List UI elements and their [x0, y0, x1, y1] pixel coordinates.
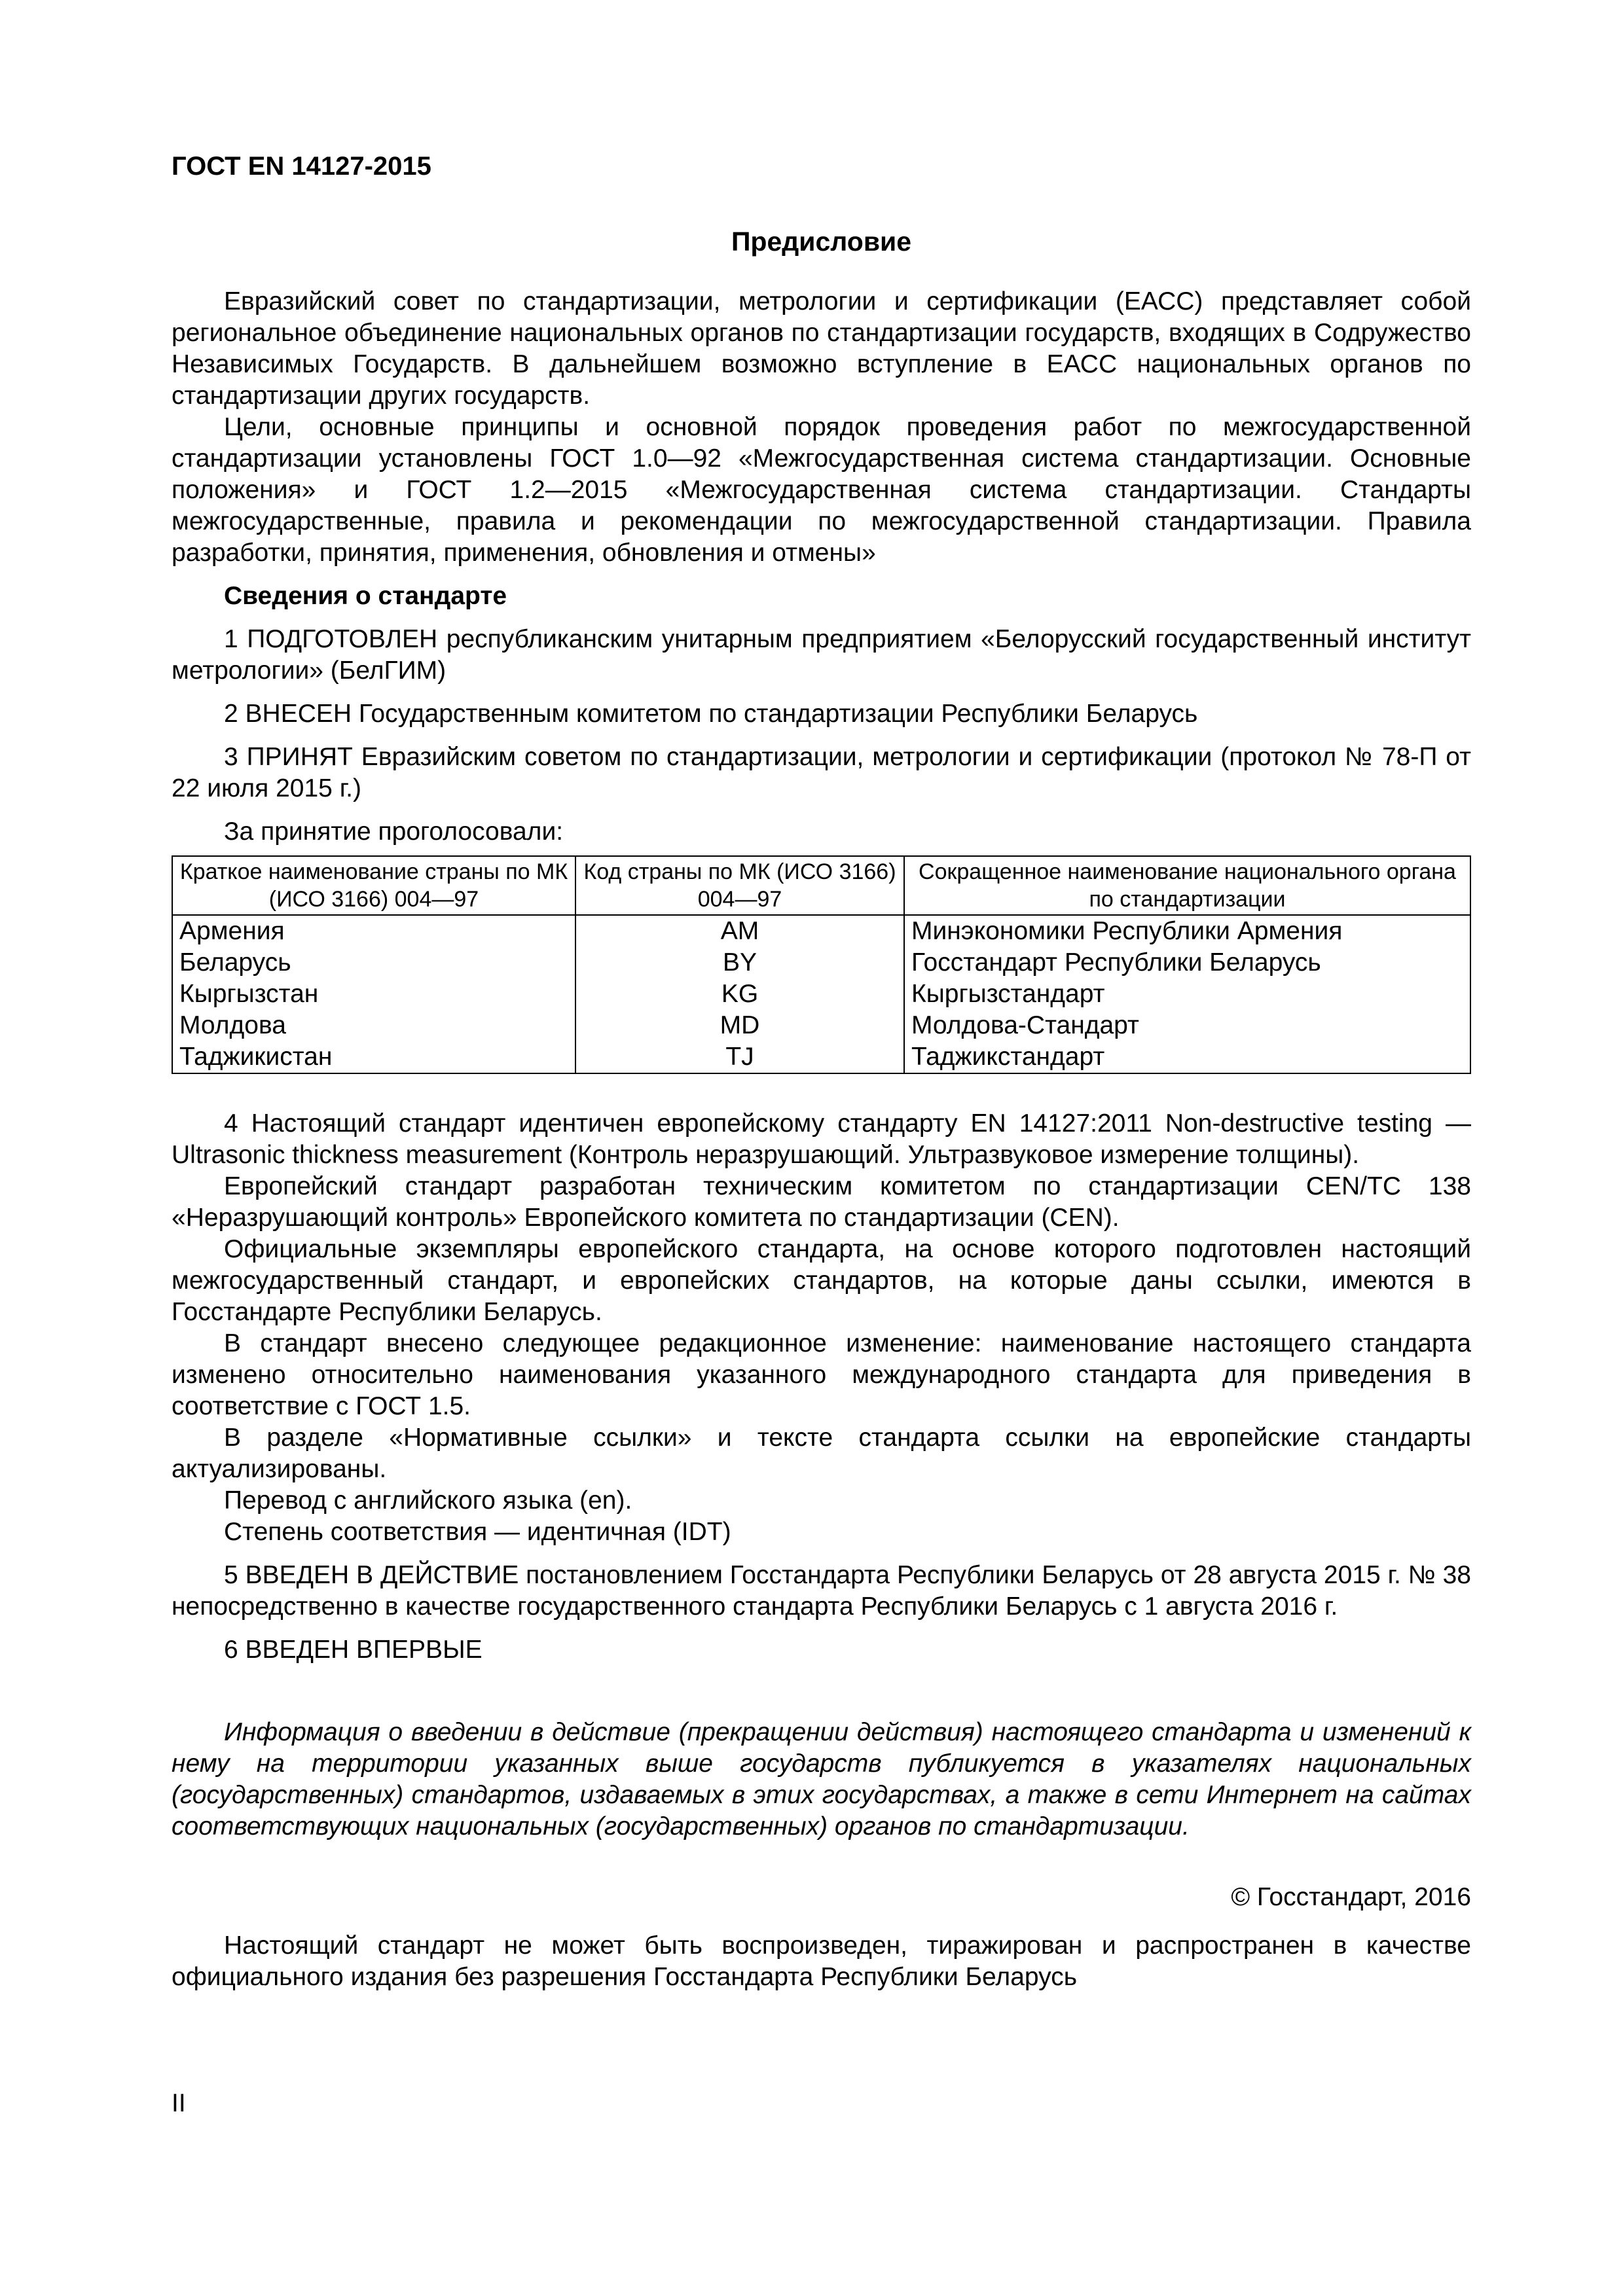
item-4-paragraph-3: Официальные экземпляры европейского стандарта, на основе которого подготовлен настоящий межгосударственный стандарт, и европейских стандартов, на которые даны ссылки, имеются в Госстандарте Республики Беларусь.: [172, 1235, 1471, 1326]
table-row: [172, 915, 1470, 947]
item-5: 5 ВВЕДЕН В ДЕЙСТВИЕ постановлением Госстандарта Республики Беларусь от 28 августа 2015 г. № 38 непосредственно в качестве государственного стандарта Республики Беларусь с 1 августа 2016 г.: [172, 1561, 1471, 1621]
item-4-paragraph-1: 4 Настоящий стандарт идентичен европейскому стандарту EN 14127:2011 Non-destructive testing — Ultrasonic thickness measurement (Контроль неразрушающий. Ультразвуковое измерение толщины).: [172, 1109, 1471, 1169]
country-cell: Молдова: [172, 1010, 575, 1041]
column-header-code: Код страны по МК (ИСО 3166) 004—97: [575, 856, 904, 915]
item-4-paragraph-5: В разделе «Нормативные ссылки» и тексте стандарта ссылки на европейские стандарты актуализированы.: [172, 1424, 1471, 1483]
item-4-paragraph-7: Степень соответствия — идентичная (IDT): [224, 1518, 731, 1546]
country-cell: Таджикистан: [172, 1041, 575, 1073]
body-cell: Минэкономики Республики Армения: [904, 915, 1470, 947]
info-item-1: 1 ПОДГОТОВЛЕН республиканским унитарным предприятием «Белорусский государственный институт метрологии» (БелГИМ): [172, 625, 1471, 685]
code-cell: MD: [575, 1010, 904, 1041]
voting-table: [172, 855, 1471, 1074]
voted-label: За принятие проголосовали:: [224, 817, 564, 846]
item-4-paragraph-4: В стандарт внесено следующее редакционное изменение: наименование настоящего стандарта изменено относительно наименования указанного международного стандарта для приведения в соответствие с ГОСТ 1.5.: [172, 1329, 1471, 1420]
item-4-paragraph-6: Перевод с английского языка (en).: [224, 1486, 632, 1515]
body-cell: Кыргызстандарт: [904, 978, 1470, 1010]
table-row: [172, 947, 1470, 978]
country-cell: Беларусь: [172, 947, 575, 978]
notice-paragraph: Информация о введении в действие (прекращении действия) настоящего стандарта и изменений к нему на территории указанных выше государств публикуется в указателях национальных (государственных) стандартов, издаваемых в этих государствах, а также в сети Интернет на сайтах соответствующих национальных (государственных) органов по стандартизации.: [172, 1718, 1471, 1840]
page-number: II: [172, 2089, 186, 2117]
country-cell: Кыргызстан: [172, 978, 575, 1010]
info-item-2: 2 ВНЕСЕН Государственным комитетом по стандартизации Республики Беларусь: [224, 700, 1198, 728]
foreword-paragraph-1: Евразийский совет по стандартизации, метрологии и сертификации (ЕАСС) представляет собой региональное объединение национальных органов по стандартизации государств, входящих в Содружество Независимых Государств. В дальнейшем возможно вступление в ЕАСС национальных органов по стандартизации других государств.: [172, 287, 1471, 410]
column-header-body: Сокращенное наименование национального органа по стандартизации: [904, 856, 1470, 915]
item-6: 6 ВВЕДЕН ВПЕРВЫЕ: [224, 1636, 483, 1664]
body-cell: Госстандарт Республики Беларусь: [904, 947, 1470, 978]
body-cell: Молдова-Стандарт: [904, 1010, 1470, 1041]
standard-info-heading: Сведения о стандарте: [224, 582, 507, 610]
item-4-paragraph-2: Европейский стандарт разработан техническим комитетом по стандартизации CEN/TC 138 «Неразрушающий контроль» Европейского комитета по стандартизации (CEN).: [172, 1172, 1471, 1232]
page-content: [172, 226, 1471, 1993]
copyright: © Госстандарт, 2016: [1231, 1883, 1471, 1911]
foreword-title: Предисловие: [731, 226, 912, 257]
reproduction-notice: Настоящий стандарт не может быть воспроизведен, тиражирован и распространен в качестве официального издания без разрешения Госстандарта Республики Беларусь: [172, 1931, 1471, 1991]
table-header-row: [172, 856, 1470, 915]
code-cell: TJ: [575, 1041, 904, 1073]
code-cell: AM: [575, 915, 904, 947]
standard-code-header: ГОСТ EN 14127-2015: [172, 152, 431, 181]
body-cell: Таджикстандарт: [904, 1041, 1470, 1073]
table-row: [172, 1010, 1470, 1041]
column-header-country: Краткое наименование страны по МК (ИСО 3166) 004—97: [172, 856, 575, 915]
info-item-3: 3 ПРИНЯТ Евразийским советом по стандартизации, метрологии и сертификации (протокол № 78-П от 22 июля 2015 г.): [172, 743, 1471, 802]
foreword-paragraph-2: Цели, основные принципы и основной порядок проведения работ по межгосударственной стандартизации установлены ГОСТ 1.0—92 «Межгосударственная система стандартизации. Основные положения» и ГОСТ 1.2—2015 «Межгосударственная система стандартизации. Стандарты межгосударственные, правила и рекомендации по межгосударственной стандартизации. Правила разработки, принятия, применения, обновления и отмены»: [172, 413, 1471, 567]
table-row: [172, 978, 1470, 1010]
code-cell: KG: [575, 978, 904, 1010]
code-cell: BY: [575, 947, 904, 978]
table-row: [172, 1041, 1470, 1073]
country-cell: Армения: [172, 915, 575, 947]
